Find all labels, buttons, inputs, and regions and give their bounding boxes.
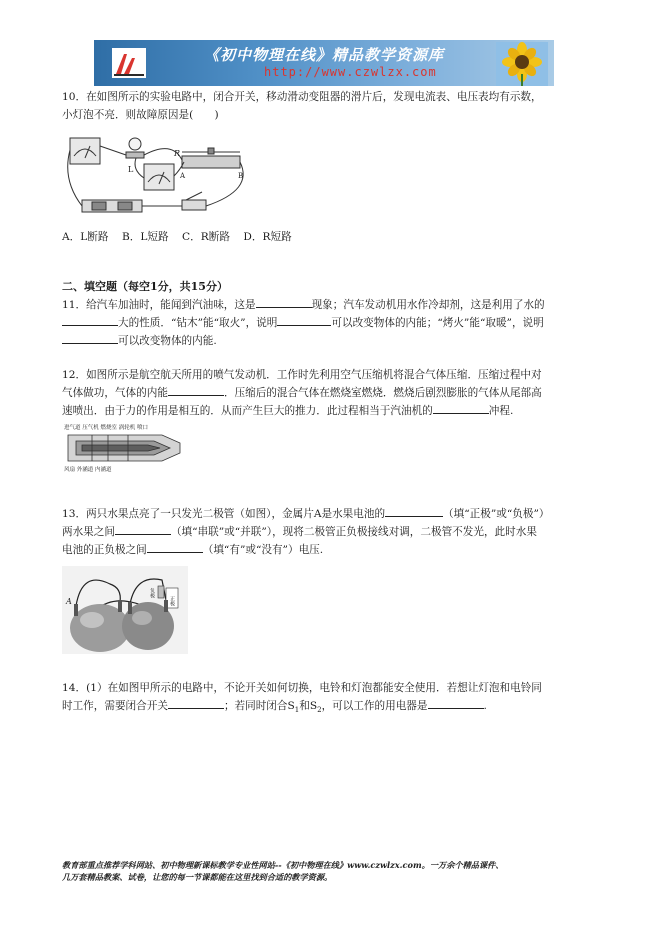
q13-blank-3[interactable]: [147, 541, 203, 553]
q14-blank-2[interactable]: [428, 697, 484, 709]
fruit-battery-figure: [62, 566, 188, 654]
label-r: R: [174, 149, 181, 158]
q11-blank-1[interactable]: [256, 296, 312, 308]
label-a: A: [180, 172, 186, 180]
q11-blank-3[interactable]: [277, 314, 331, 326]
q12-blank-2[interactable]: [433, 402, 489, 414]
q13-blank-2[interactable]: [115, 523, 171, 535]
option-b[interactable]: B．L短路: [121, 231, 169, 243]
q11-blank-4[interactable]: [62, 332, 118, 344]
q14-blank-1[interactable]: [168, 697, 224, 709]
option-a[interactable]: A．L断路: [62, 231, 109, 243]
q11-blank-2[interactable]: [62, 314, 118, 326]
q14: 14．(1）在如图甲所示的电路中，不论开关如何切换，电铃和灯泡都能安全使用．若想让灯泡和电铃同 时工作，需要闭合开关 ；若同时闭合$S_1$和$S_2$，可以工作的用电器是 .: [62, 682, 542, 715]
label-l: L: [128, 165, 134, 174]
metal-plate-a-label: A: [66, 597, 72, 606]
section-2-title: 二、填空题（每空1分，共15分）: [62, 280, 228, 293]
header-banner: [94, 40, 554, 86]
q12-blank-1[interactable]: [168, 384, 224, 396]
led-negative-label: 负极: [149, 588, 155, 598]
jet-engine-figure: [62, 421, 184, 473]
led-positive-label: 正极: [169, 596, 175, 606]
option-d[interactable]: D．R短路: [243, 231, 292, 243]
site-logo-icon: [112, 48, 146, 78]
banner-url[interactable]: http://www.czwlzx.com: [264, 65, 437, 79]
q11: 11．给汽车加油时，能闻到汽油味，这是 现象；汽车发动机用水作冷却剂，这是利用了水的 大的性质．“钻木”能“取火”，说明 可以改变物体的内能；“烤火”能“取暖”，说明 可以改变物体的内能.: [62, 296, 602, 350]
q10-stem: 10．在如图所示的实验电路中，闭合开关，移动滑动变阻器的滑片后，发现电流表、电压表均有示数， 小灯泡不亮．则故障原因是( ): [62, 91, 542, 121]
q13: 13．两只水果点亮了一只发光二极管（如图），金属片A是水果电池的 （填“正极”或“负极”） 两水果之间 （填“串联”或“并联”），现将二极管正负极接线对调，二极管不发光，此时水果 电池的正负极之间 （填“有”或“没有”）电压.: [62, 505, 602, 559]
page-footer: 教育部重点推荐学科网站、初中物理新课标教学专业性网站--《初中物理在线》www.czwlzx.com。一万余个精品课件、 几万套精品教案、试卷，让您的每一节课都能在这里找到合适的教学资源。: [62, 860, 504, 882]
sunflower-icon: [496, 42, 548, 86]
label-b: B: [238, 172, 244, 180]
q12: 12．如图所示是航空航天所用的喷气发动机．工作时先利用空气压缩机将混合气体压缩．压缩过程中对 气体做功，气体的内能 ．压缩后的混合气体在燃烧室燃烧．燃烧后剧烈膨胀的气体从尾部高 速喷出．由于力的作用是相互的．从而产生巨大的推力．此过程相当于汽油机的 冲程.: [62, 369, 542, 417]
q10-options: [62, 228, 602, 246]
banner-title: 《初中物理在线》精品教学资源库: [204, 46, 445, 64]
q10-circuit-figure: [62, 130, 254, 222]
q13-blank-1[interactable]: [385, 505, 443, 517]
option-c[interactable]: C．R断路: [182, 231, 230, 243]
engine-top-labels: 进气道 压气机 燃烧室 涡轮机 喷口: [64, 425, 148, 431]
engine-bottom-labels: 风扇 外涵道 内涵道: [64, 467, 112, 473]
